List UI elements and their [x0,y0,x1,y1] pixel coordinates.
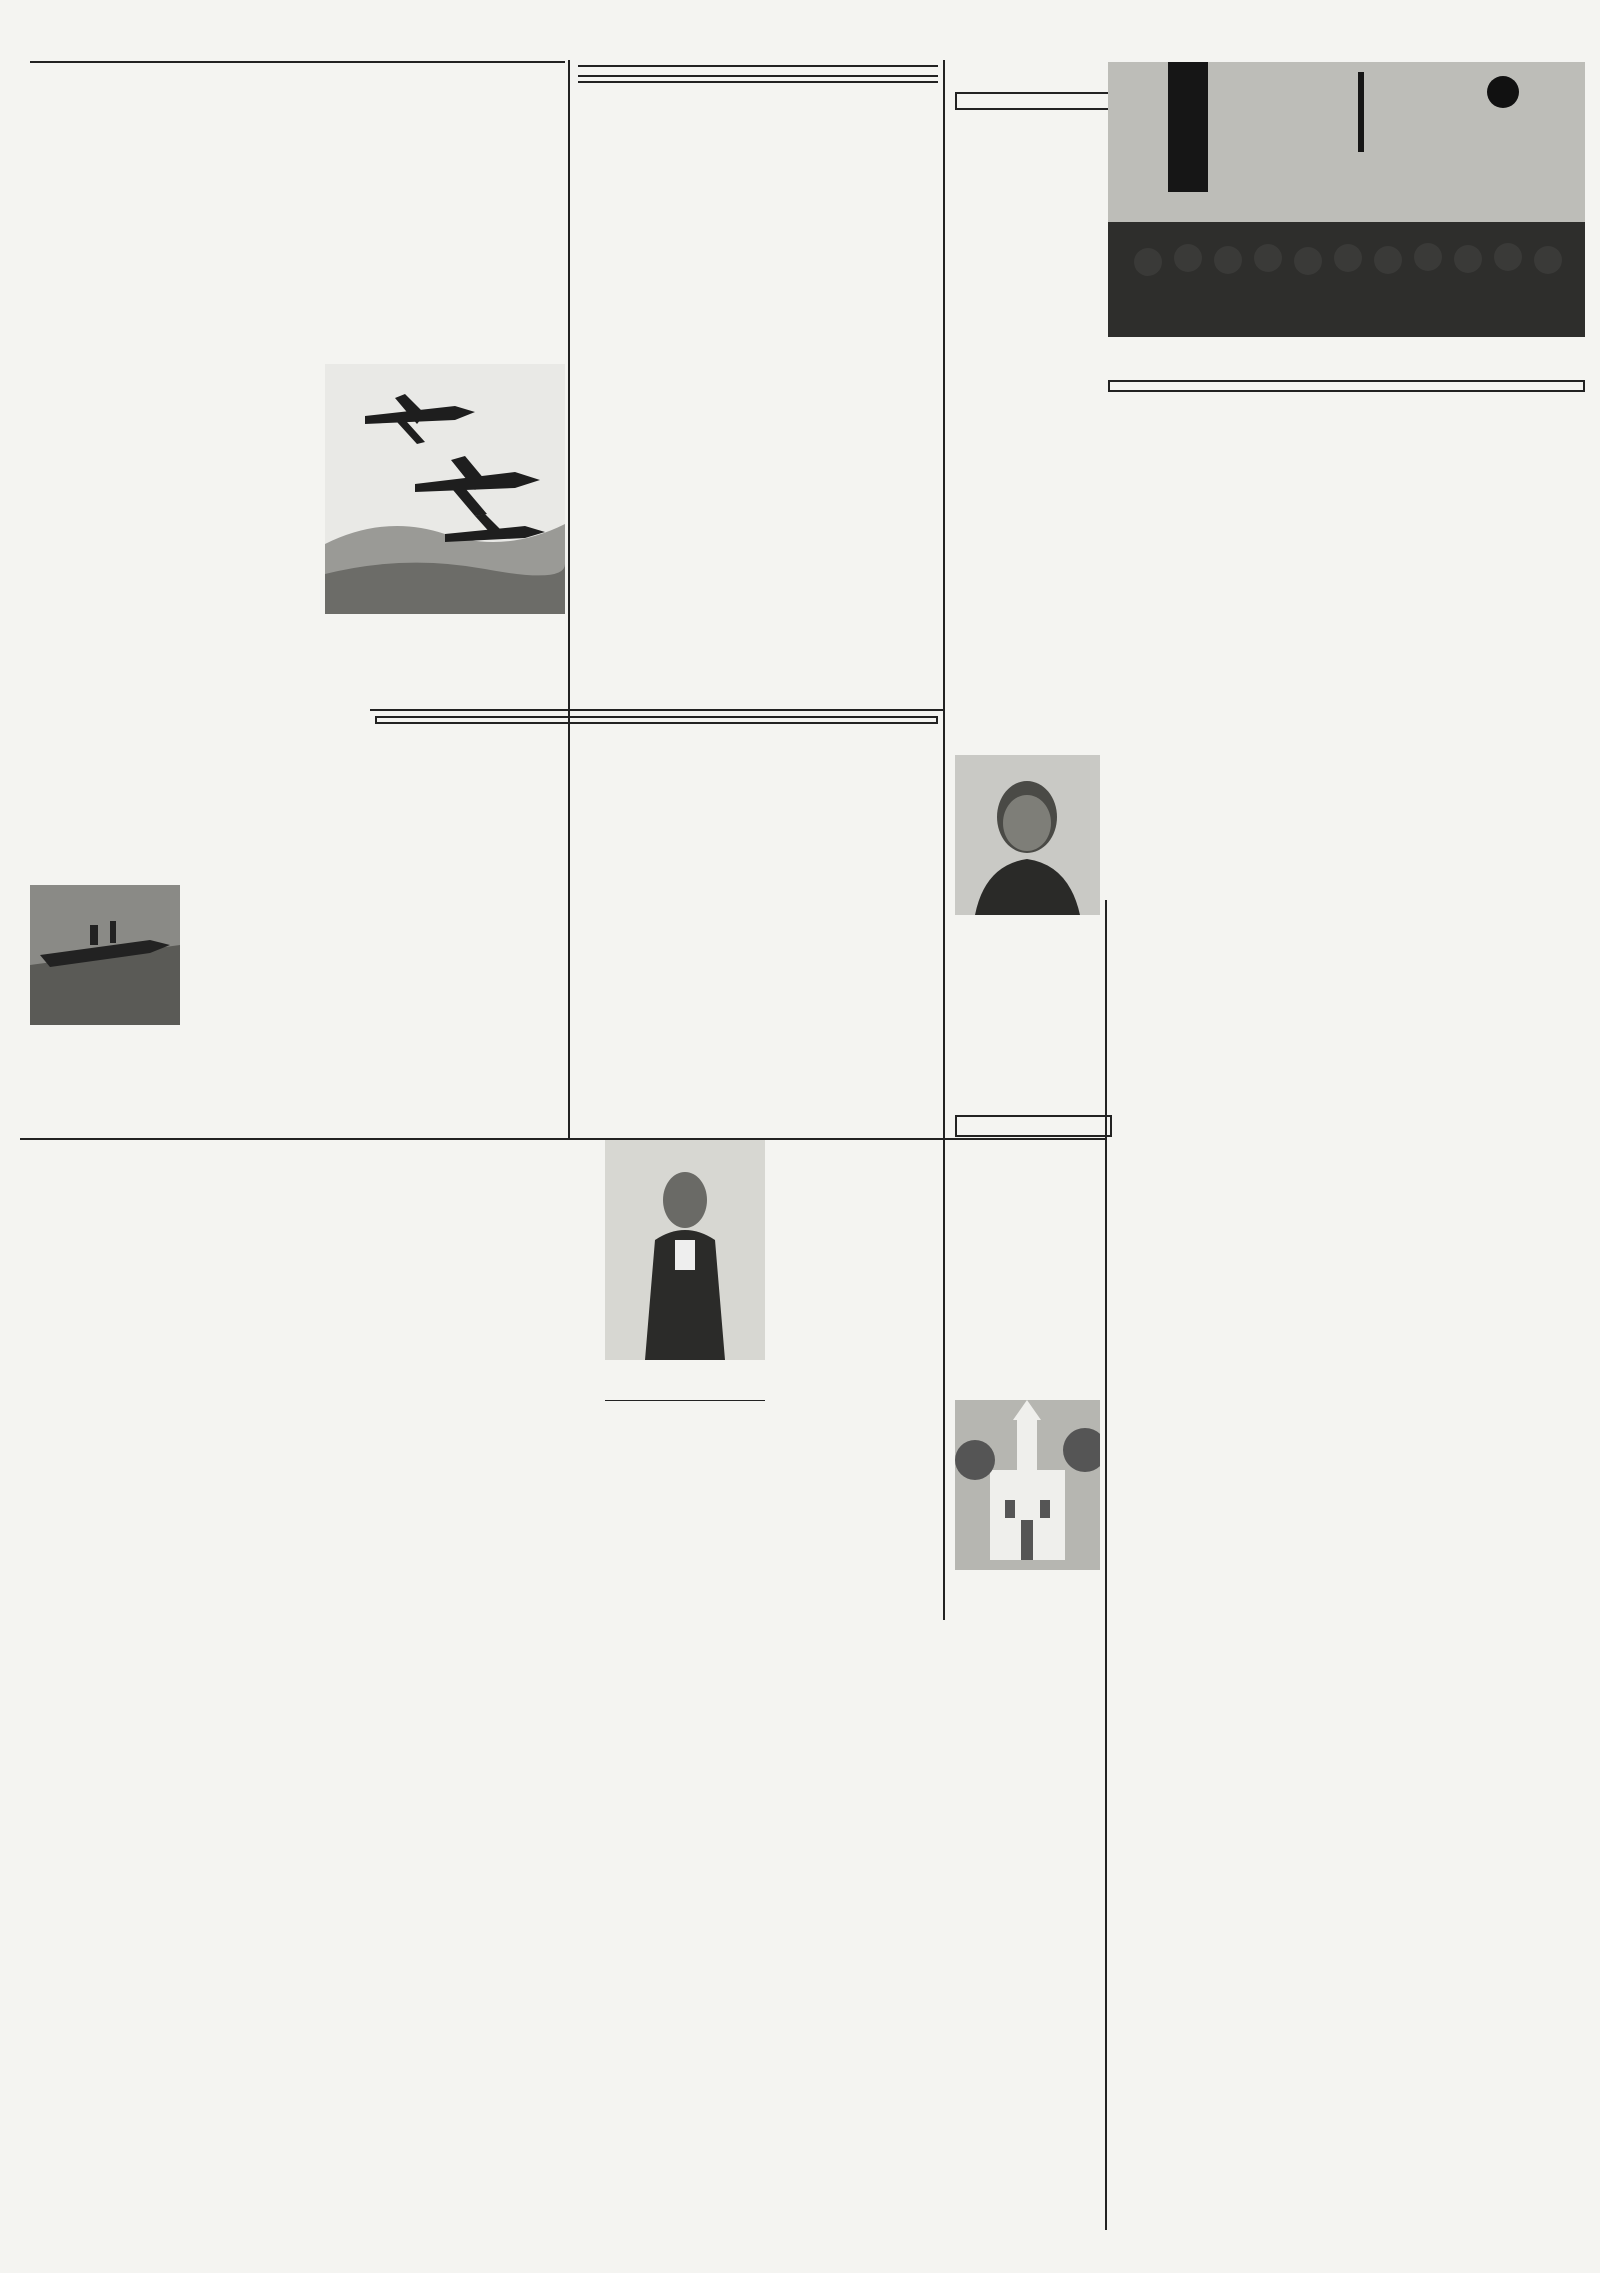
article-body [578,300,938,705]
divider [578,65,938,67]
china-article [375,716,938,730]
alaska-byline [325,298,565,302]
tito-portrait [955,755,1100,915]
church-photo [955,1400,1100,1570]
column-rule [1105,900,1107,2230]
article-body [1108,625,1585,1945]
warship-photo [30,885,180,1025]
article-body [20,1258,940,2228]
article-body [955,480,1100,750]
article-body [955,935,1100,1105]
portrait-image [955,755,1100,915]
article-body [30,258,180,878]
divider [578,81,938,83]
kicker [1108,380,1585,392]
aircraft-image [325,364,565,614]
railways-notice [955,1115,1112,1137]
theatre-article [1108,380,1585,402]
divider [578,75,938,77]
article-body [375,910,935,1135]
aircraft-photo [325,364,565,614]
article-body [1108,1975,1585,2145]
socialism-article [578,62,938,95]
band-photo [1108,62,1585,337]
spacer [955,62,1100,92]
whitehouse-article [20,1146,580,1154]
kicker [375,716,938,724]
church-image [955,1400,1100,1570]
column-rule [943,60,945,1620]
warship-image [30,885,180,1025]
alaska-article [30,58,565,67]
divider [30,61,565,63]
tito-article [955,92,1112,110]
band-image [1108,62,1585,337]
